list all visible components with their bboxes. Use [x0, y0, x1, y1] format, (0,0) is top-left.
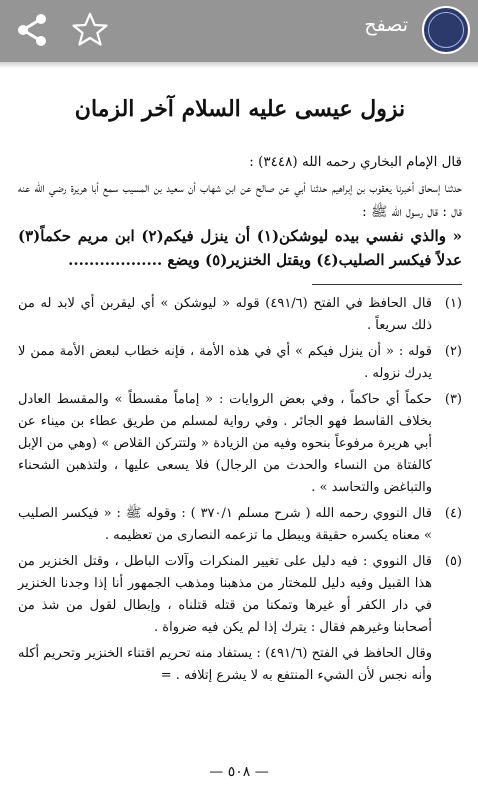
footnote — [18, 389, 462, 499]
top-bar — [0, 0, 478, 62]
hadith-text: « والذي نفسي بيده ليوشكن(١) أن ينزل فيكم(٢) ابن مريم حكماً(٣) عدلاً فيكسر الصليب(٤) ويقتل الخنزير(٥) ويضع .................. — [18, 227, 463, 269]
footnote-number: (٤) — [444, 506, 462, 521]
footnote — [18, 293, 462, 337]
footnote-text: قال النووي رحمه الله ( شرح مسلم ٣٧٠/١ ) : وقوله ﷺ : « فيكسر الصليب » معناه يكسره حقيقة ويبطل ما تزعمه النصارى من تعظيمه . — [18, 506, 432, 543]
footnote — [18, 503, 462, 547]
footnote-number: (٢) — [444, 344, 462, 359]
star-icon[interactable] — [70, 10, 110, 50]
page-number: — ٥٠٨ — — [209, 764, 269, 780]
footnote-text: حكماً أي حاكماً ، وفي بعض الروايات : « إماماً مقسطاً » والمقسط العادل بخلاف القاسط فهو الجائر . وفي رواية لمسلم من طريق عطاء بن ميناء عن أبي هريرة مرفوعاً بنحوه وفيه من الزيادة « ولتتركن القلاص » (وهي من الإبل كالفتاة من النساء والحدث من الرجال) فلا يسعى عليها ، ولتذهبن الشحناء والتباغض والتحاسد » . — [18, 392, 432, 495]
page-title: تصفح — [364, 14, 408, 36]
footnote-number: (٥) — [444, 554, 462, 569]
intro-line: قال الإمام البخاري رحمه الله (٣٤٤٨) : — [249, 154, 462, 170]
footnote — [18, 341, 462, 385]
logo-ring — [428, 12, 464, 48]
topbar-shadow — [0, 62, 478, 68]
footnote-divider — [312, 284, 462, 285]
footnote-continuation: وقال الحافظ في الفتح (٤٩١/٦) : يستفاد منه تحريم اقتناء الخنزير وتحريم أكله وأنه نجس لأن الشيء المنتفع به لا يشرع إتلافه . = — [18, 646, 433, 683]
footnote-text: قال الحافظ في الفتح (٤٩١/٦) قوله « ليوشكن » أي ليقربن أي لابد له من ذلك سريعاً . — [18, 296, 432, 333]
chain-of-narration: حدثنا إسحاق أخبرنا يعقوب بن إبراهيم حدثنا أبي عن صالح عن ابن شهاب أن سعيد بن المسيب سمع أبا هريرة رضي الله عنه قال : قال رسول الله ﷺ : — [18, 180, 462, 220]
book-page — [18, 96, 462, 687]
footnote-text: قال النووي : فيه دليل على تغيير المنكرات وآلات الباطل ، وقتل الخنزير من هذا القبيل وفيه دليل للمختار من مذهبنا ومذهب الجمهور أنا إذا وجدنا الخنزير في دار الكفر أو غيرها وتمكنا من قتله قتلناه ، وإبطال لقول من شذ من أصحابنا وغيرهم فقال : يترك إذا لم يكن فيه ضرواة . — [18, 554, 432, 635]
chapter-heading: نزول عيسى عليه السلام آخر الزمان — [74, 96, 406, 122]
share-icon[interactable] — [14, 12, 50, 48]
footnote — [18, 551, 462, 639]
footnote-number: (٣) — [444, 392, 462, 407]
logo-icon[interactable] — [422, 6, 470, 54]
footnote-text: قوله : « أن ينزل فيكم » أي في هذه الأمة ، فإنه خطاب لبعض الأمة ممن لا يدرك نزوله . — [18, 344, 432, 381]
footnote-number: (١) — [444, 296, 462, 311]
